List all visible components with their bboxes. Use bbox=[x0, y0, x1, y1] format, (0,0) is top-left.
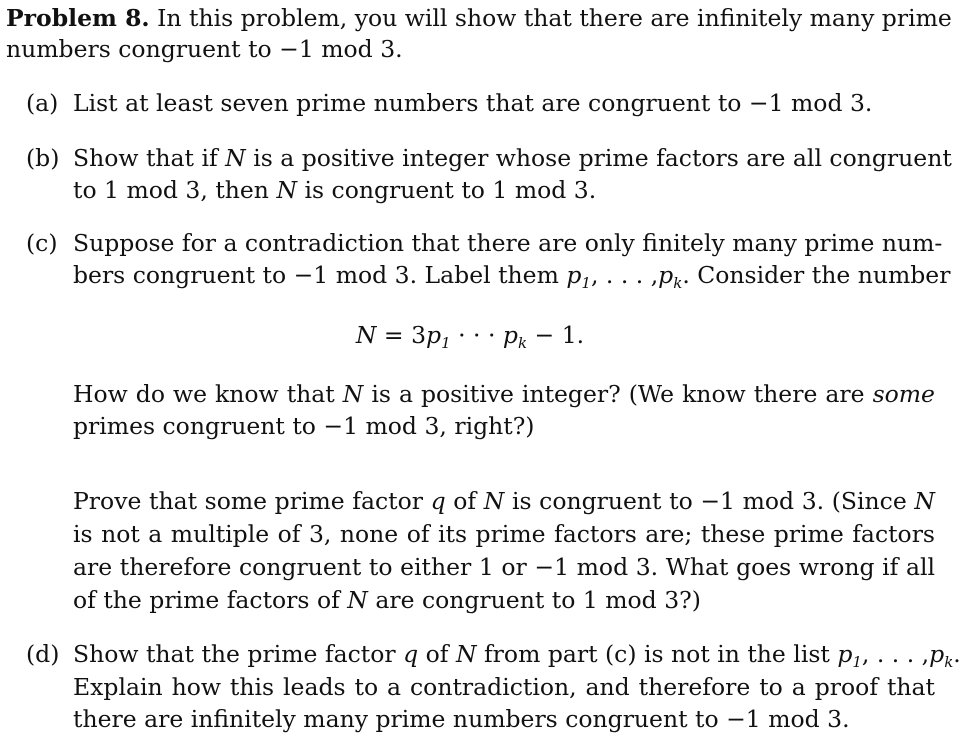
problem-intro-text: In this problem, you will show that there are infinitely many prime bbox=[157, 4, 952, 32]
equation-N: $N = 3p_1$ · · · $p_k - 1$. bbox=[355, 321, 585, 352]
part-c-line-2-pre: bers congruent to −1 mod 3. Label them bbox=[73, 261, 559, 289]
part-c-question-line-1: How do we know that N is a positive integer? (We know there are some bbox=[73, 380, 935, 408]
part-c-prove-line-3: are therefore congruent to either 1 or −1 mod 3. What goes wrong if all bbox=[73, 553, 935, 581]
problem-title: Problem 8. bbox=[6, 4, 150, 32]
part-b-label: (b) bbox=[26, 144, 60, 172]
prime-list: $p_1$, . . . $,p_k$. bbox=[837, 640, 961, 671]
math-var-q: q bbox=[403, 640, 419, 668]
part-d-line-2: Explain how this leads to a contradiction, and therefore to a proof that bbox=[73, 673, 935, 701]
part-d-line-1: Show that the prime factor q of N from part (c) is not in the list $p_1$, . . . $,p_k$. bbox=[73, 640, 961, 671]
problem-intro-line-2: numbers congruent to −1 mod 3. bbox=[6, 35, 403, 63]
part-c-prove-line-1: Prove that some prime factor q of N is congruent to −1 mod 3. (Since N bbox=[73, 487, 935, 515]
part-b-line-1-post: is a positive integer whose prime factors are all congruent bbox=[253, 144, 952, 172]
part-b-line-2 bbox=[73, 176, 935, 204]
part-c-prove-line-4: of the prime factors of N are congruent to 1 mod 3?) bbox=[73, 586, 701, 614]
part-c-line-1: Suppose for a contradiction that there are only finitely many prime num- bbox=[73, 229, 943, 257]
part-b-line-2-pre: to 1 mod 3, then bbox=[73, 176, 269, 204]
part-b-line-1-pre: Show that if bbox=[73, 144, 218, 172]
math-var-N: N bbox=[483, 487, 505, 515]
emphasis-some: some bbox=[872, 380, 935, 408]
problem-intro-line-1 bbox=[6, 4, 952, 32]
part-d-line-3: there are infinitely many prime numbers congruent to −1 mod 3. bbox=[73, 705, 850, 733]
part-c-label: (c) bbox=[26, 229, 58, 257]
math-var-N: N bbox=[276, 176, 297, 204]
math-var-q: q bbox=[430, 487, 446, 515]
part-a-label: (a) bbox=[26, 89, 59, 117]
math-var-N: N bbox=[455, 640, 477, 668]
math-var-N: N bbox=[342, 380, 364, 408]
part-a-text: List at least seven prime numbers that are congruent to −1 mod 3. bbox=[73, 89, 873, 117]
part-b-line-1 bbox=[73, 144, 952, 172]
math-var-N: N bbox=[225, 144, 246, 172]
part-c-prove-line-2: is not a multiple of 3, none of its prime factors are; these prime factors bbox=[73, 520, 935, 548]
math-var-N: N bbox=[914, 487, 935, 515]
part-c-line-2 bbox=[73, 261, 951, 297]
part-b-line-2-post: is congruent to 1 mod 3. bbox=[304, 176, 597, 204]
part-c-question-line-2: primes congruent to −1 mod 3, right?) bbox=[73, 412, 535, 440]
math-var-N: N bbox=[347, 586, 368, 614]
prime-list: $p_1$, . . . $,p_k$. Consider the number bbox=[566, 261, 951, 292]
part-d-label: (d) bbox=[26, 640, 60, 668]
